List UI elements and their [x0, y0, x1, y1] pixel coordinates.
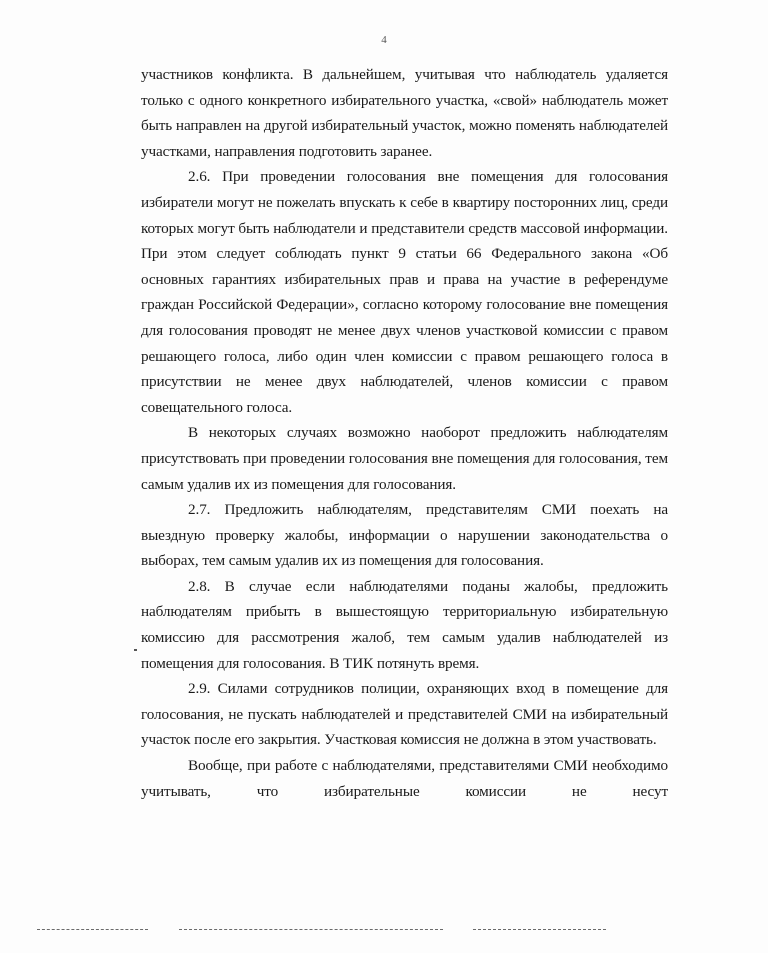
paragraph-note-2-6: В некоторых случаях возможно наоборот предложить наблюдателям присутствовать при проведении голосования вне помещения для голосования, тем самым удалив их из помещения для голосования. — [141, 424, 668, 493]
paragraph-item-2-6: 2.6. При проведении голосования вне помещения для голосования избиратели могут не пожелать впускать к себе в квартиру посторонних лиц, среди которых могут быть наблюдатели и представители средств массовой информации. При этом следует соблюдать пункт 9 статьи 66 Федерального закона «Об основных гарантиях избирательных прав и права на участие в референдуме граждан Российской Федерации», согласно которому голосование вне помещения для голосования проводят не менее двух членов участковой комиссии с правом решающего голоса, либо один член комиссии с правом решающего голоса в присутствии не менее двух наблюдателей, членов комиссии с правом совещательного голоса. — [141, 168, 668, 416]
paragraph-item-2-7: 2.7. Предложить наблюдателям, представителям СМИ поехать на выездную проверку жалобы, информации о нарушении законодательства о выборах, тем самым удалив их из помещения для голосования. — [141, 501, 668, 570]
footer-dotted-line — [37, 929, 148, 930]
margin-speck — [134, 649, 137, 651]
footer-dotted-line — [473, 929, 606, 930]
paragraph-item-2-8: 2.8. В случае если наблюдателями поданы жалобы, предложить наблюдателям прибыть в вышестоящую территориальную избирательную комиссию для рассмотрения жалоб, тем самым удалив наблюдателей из помещения для голосования. В ТИК потянуть время. — [141, 577, 668, 672]
paragraph-continuation: участников конфликта. В дальнейшем, учитывая что наблюдатель удаляется только с одного конкретного избирательного участка, «свой» наблюдатель может быть направлен на другой избирательный участок, можно поменять наблюдателей участками, направления подготовить заранее. — [141, 66, 668, 160]
paragraph-item-2-9: 2.9. Силами сотрудников полиции, охраняющих вход в помещение для голосования, не пускать наблюдателей и представителей СМИ на избирательный участок после его закрытия. Участковая комиссия не должна в этом участвовать. — [141, 680, 668, 749]
document-body — [141, 62, 668, 804]
paragraph-general-note: Вообще, при работе с наблюдателями, представителями СМИ необходимо учитывать, что избирательные комиссии не несут — [141, 757, 668, 800]
footer-dotted-line — [179, 929, 443, 930]
page-number: 4 — [381, 34, 387, 46]
